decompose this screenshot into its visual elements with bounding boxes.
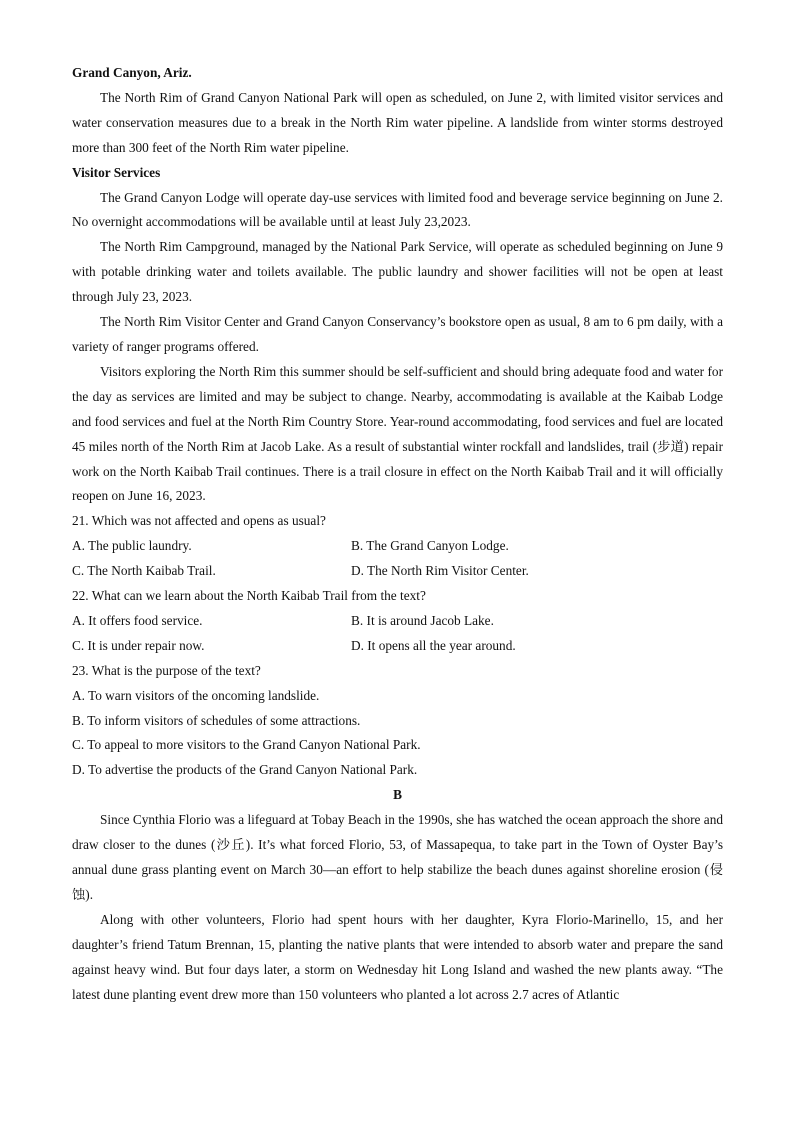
question-23-option-b: B. To inform visitors of schedules of some attractions. xyxy=(72,712,361,728)
question-22-options-row-1 xyxy=(72,609,723,634)
passage-a-paragraph: The Grand Canyon Lodge will operate day-use services with limited food and beverage service beginning on June 2. No overnight accommodations will be available until at least July 23,2023. xyxy=(72,189,723,230)
question-21-options-row-1 xyxy=(72,534,723,559)
question-22-stem: 22. What can we learn about the North Kaibab Trail from the text? xyxy=(72,588,426,604)
question-22-option-c: C. It is under repair now. xyxy=(72,637,205,653)
question-21-option-c: C. The North Kaibab Trail. xyxy=(72,563,216,579)
question-21-option-a: A. The public laundry. xyxy=(72,538,192,554)
passage-a-subtitle: Visitor Services xyxy=(72,164,161,180)
question-23-option-c: C. To appeal to more visitors to the Grand Canyon National Park. xyxy=(72,737,421,753)
passage-a-intro: The North Rim of Grand Canyon National Park will open as scheduled, on June 2, with limited visitor services and water conservation measures due to a break in the North Rim water pipeline. A landslide from winter storms destroyed more than 300 feet of the North Rim water pipeline. xyxy=(72,89,723,155)
question-22-options-row-2 xyxy=(72,634,723,659)
passage-b-letter: B xyxy=(393,787,402,803)
passage-a-title: Grand Canyon, Ariz. xyxy=(72,65,192,80)
question-21-option-d: D. The North Rim Visitor Center. xyxy=(351,563,529,579)
question-22-option-b: B. It is around Jacob Lake. xyxy=(351,612,494,628)
passage-b-paragraph: Since Cynthia Florio was a lifeguard at Tobay Beach in the 1990s, she has watched the ocean approach the shore and draw closer to the dunes (沙丘). It’s what forced Florio, 53, of Massapequa, to take part in the Town of Oyster Bay’s annual dune grass planting event on March 30—an effort to help stabilize the beach dunes against shoreline erosion (侵蚀). xyxy=(72,812,723,902)
question-21-options-row-2 xyxy=(72,559,723,584)
question-23-option-d: D. To advertise the products of the Grand Canyon National Park. xyxy=(72,762,418,778)
passage-a-paragraph: The North Rim Visitor Center and Grand Canyon Conservancy’s bookstore open as usual, 8 am to 6 pm daily, with a variety of ranger programs offered. xyxy=(72,314,723,354)
question-22-option-a: A. It offers food service. xyxy=(72,612,203,628)
question-23-stem: 23. What is the purpose of the text? xyxy=(72,662,261,678)
question-21-stem: 21. Which was not affected and opens as usual? xyxy=(72,513,326,529)
question-21-option-b: B. The Grand Canyon Lodge. xyxy=(351,538,509,554)
passage-a-paragraph: The North Rim Campground, managed by the National Park Service, will operate as scheduled beginning on June 9 with potable drinking water and toilets available. The public laundry and shower facilities will not be open at least through July 23, 2023. xyxy=(72,239,723,305)
document-page xyxy=(72,61,723,1007)
question-23-option-a: A. To warn visitors of the oncoming landslide. xyxy=(72,687,320,703)
passage-b-paragraph: Along with other volunteers, Florio had spent hours with her daughter, Kyra Florio-Marinello, 15, and her daughter’s friend Tatum Brennan, 15, planting the native plants that were intended to absorb water and prepare the sand against heavy wind. But four days later, a storm on Wednesday hit Long Island and washed the new plants away. “The latest dune planting event drew more than 150 volunteers who planted a lot across 2.7 acres of Atlantic xyxy=(72,911,723,1002)
question-22-option-d: D. It opens all the year around. xyxy=(351,637,516,653)
passage-a-paragraph: Visitors exploring the North Rim this summer should be self-sufficient and should bring adequate food and water for the day as services are limited and may be subject to change. Nearby, accommodating is available at the Kaibab Lodge and food services and fuel at the North Rim Country Store. Year-round accommodating, food services and fuel are located 45 miles north of the North Rim at Jacob Lake. As a result of substantial winter rockfall and landslides, trail (步道) repair work on the North Kaibab Trail continues. There is a trail closure in effect on the North Kaibab Trail and it will officially reopen on June 16, 2023. xyxy=(72,363,723,504)
